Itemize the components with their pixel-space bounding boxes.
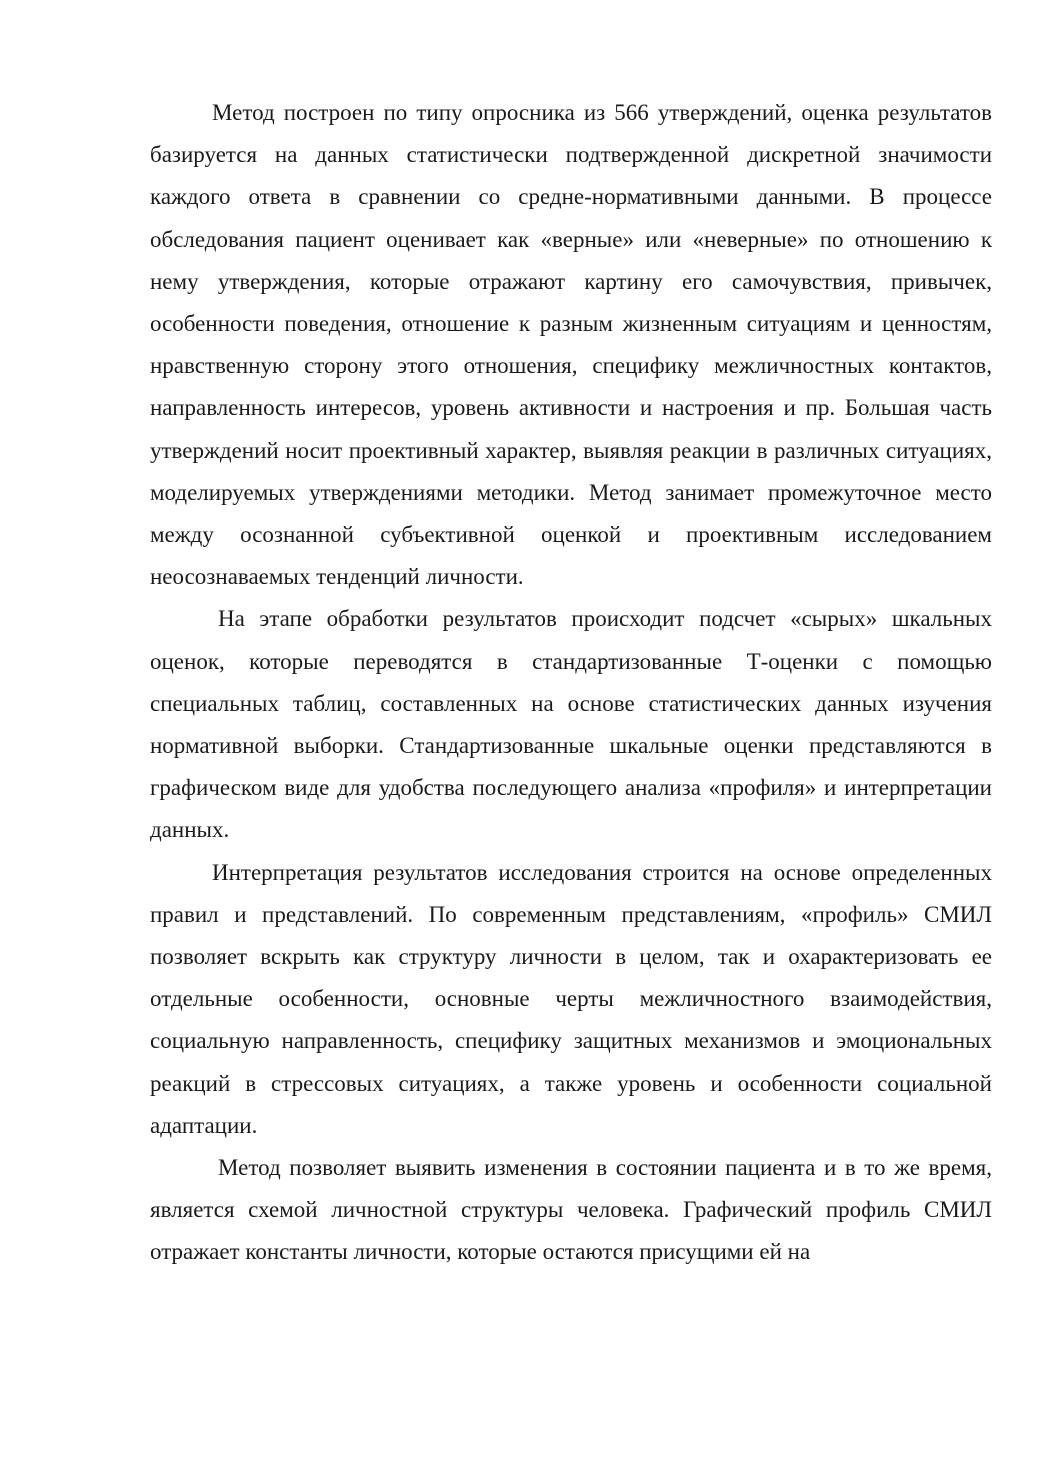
- paragraph-interpretation: Интерпретация результатов исследования строится на основе определенных правил и представлений. По современным представлениям, «профиль» СМИЛ позволяет вскрыть как структуру личности в целом, так и охарактеризовать ее отдельные особенности, основные черты межличностного взаимодействия, социальную направленность, специфику защитных механизмов и эмоциональных реакций в стрессовых ситуациях, а также уровень и особенности социальной адаптации.: [150, 859, 992, 1138]
- paragraph-profile-constants: Метод позволяет выявить изменения в состоянии пациента и в то же время, является схемой личностной структуры человека. Графический профиль СМИЛ отражает константы личности, которые остаются присущими ей на: [150, 1155, 992, 1265]
- paragraph-processing-stage: На этапе обработки результатов происходит подсчет «сырых» шкальных оценок, которые переводятся в стандартизованные Т-оценки с помощью специальных таблиц, составленных на основе статистических данных изучения нормативной выборки. Стандартизованные шкальные оценки представляются в графическом виде для удобства последующего анализа «профиля» и интерпретации данных.: [150, 606, 992, 843]
- paragraph-method-description: Метод построен по типу опросника из 566 утверждений, оценка результатов базируется на данных статистически подтвержденной дискретной значимости каждого ответа в сравнении со средне-нормативными данными. В процессе обследования пациент оценивает как «верные» или «неверные» по отношению к нему утверждения, которые отражают картину его самочувствия, привычек, особенности поведения, отношение к разным жизненным ситуациям и ценностям, нравственную сторону этого отношения, специфику межличностных контактов, направленность интересов, уровень активности и настроения и пр. Большая часть утверждений носит проективный характер, выявляя реакции в различных ситуациях, моделируемых утверждениями методики. Метод занимает промежуточное место между осознанной субъективной оценкой и проективным исследованием неосознаваемых тенденций личности.: [150, 100, 992, 590]
- body-text: [150, 92, 992, 1274]
